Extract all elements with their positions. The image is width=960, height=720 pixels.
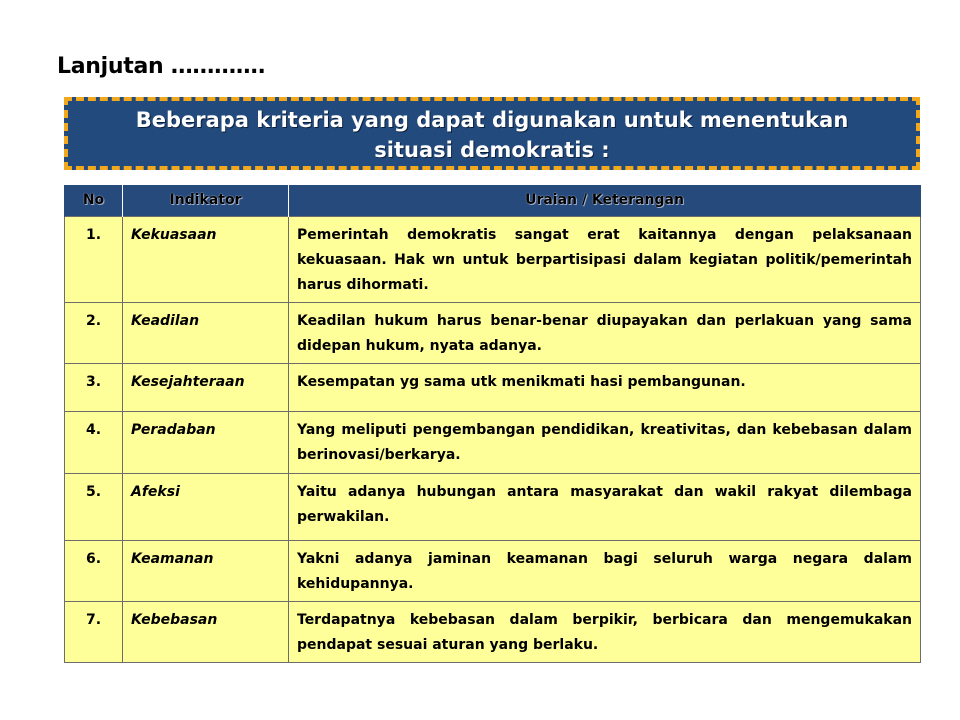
- table-row: [65, 474, 921, 541]
- row-uraian: Pemerintah demokratis sangat erat kaitannya dengan pelaksanaan kekuasaan. Hak wn untuk berpartisipasi dalam kegiatan politik/pemerintah harus dihormati.: [289, 217, 921, 303]
- row-number: 5.: [65, 474, 123, 541]
- row-indikator: Afeksi: [123, 474, 289, 541]
- table-row: [65, 303, 921, 364]
- header-uraian: Uraian / Keterangan: [289, 185, 921, 217]
- row-uraian: Yang meliputi pengembangan pendidikan, kreativitas, dan kebebasan dalam berinovasi/berkarya.: [289, 412, 921, 474]
- row-number: 4.: [65, 412, 123, 474]
- row-indikator: Kebebasan: [123, 602, 289, 663]
- title-banner: [64, 97, 920, 170]
- row-number: 7.: [65, 602, 123, 663]
- header-no: No: [65, 185, 123, 217]
- criteria-table: [64, 185, 921, 663]
- row-indikator: Kekuasaan: [123, 217, 289, 303]
- table-row: [65, 541, 921, 602]
- table-row: [65, 364, 921, 412]
- table-row: [65, 412, 921, 474]
- banner-line-1: Beberapa kriteria yang dapat digunakan untuk menentukan: [135, 108, 849, 132]
- banner-line-2: situasi demokratis :: [374, 138, 610, 162]
- row-number: 1.: [65, 217, 123, 303]
- row-indikator: Keadilan: [123, 303, 289, 364]
- row-uraian: Yakni adanya jaminan keamanan bagi seluruh warga negara dalam kehidupannya.: [289, 541, 921, 602]
- table-row: [65, 217, 921, 303]
- header-indikator: Indikator: [123, 185, 289, 217]
- row-uraian: Terdapatnya kebebasan dalam berpikir, berbicara dan mengemukakan pendapat sesuai aturan yang berlaku.: [289, 602, 921, 663]
- row-number: 6.: [65, 541, 123, 602]
- table-row: [65, 602, 921, 663]
- row-indikator: Peradaban: [123, 412, 289, 474]
- table-header-row: [65, 185, 921, 217]
- row-indikator: Keamanan: [123, 541, 289, 602]
- row-number: 2.: [65, 303, 123, 364]
- row-uraian: Keadilan hukum harus benar-benar diupayakan dan perlakuan yang sama didepan hukum, nyata adanya.: [289, 303, 921, 364]
- row-uraian: Yaitu adanya hubungan antara masyarakat dan wakil rakyat dilembaga perwakilan.: [289, 474, 921, 541]
- row-number: 3.: [65, 364, 123, 412]
- slide-heading: Lanjutan ………….: [57, 54, 266, 79]
- row-indikator: Kesejahteraan: [123, 364, 289, 412]
- row-uraian: Kesempatan yg sama utk menikmati hasi pembangunan.: [289, 364, 921, 412]
